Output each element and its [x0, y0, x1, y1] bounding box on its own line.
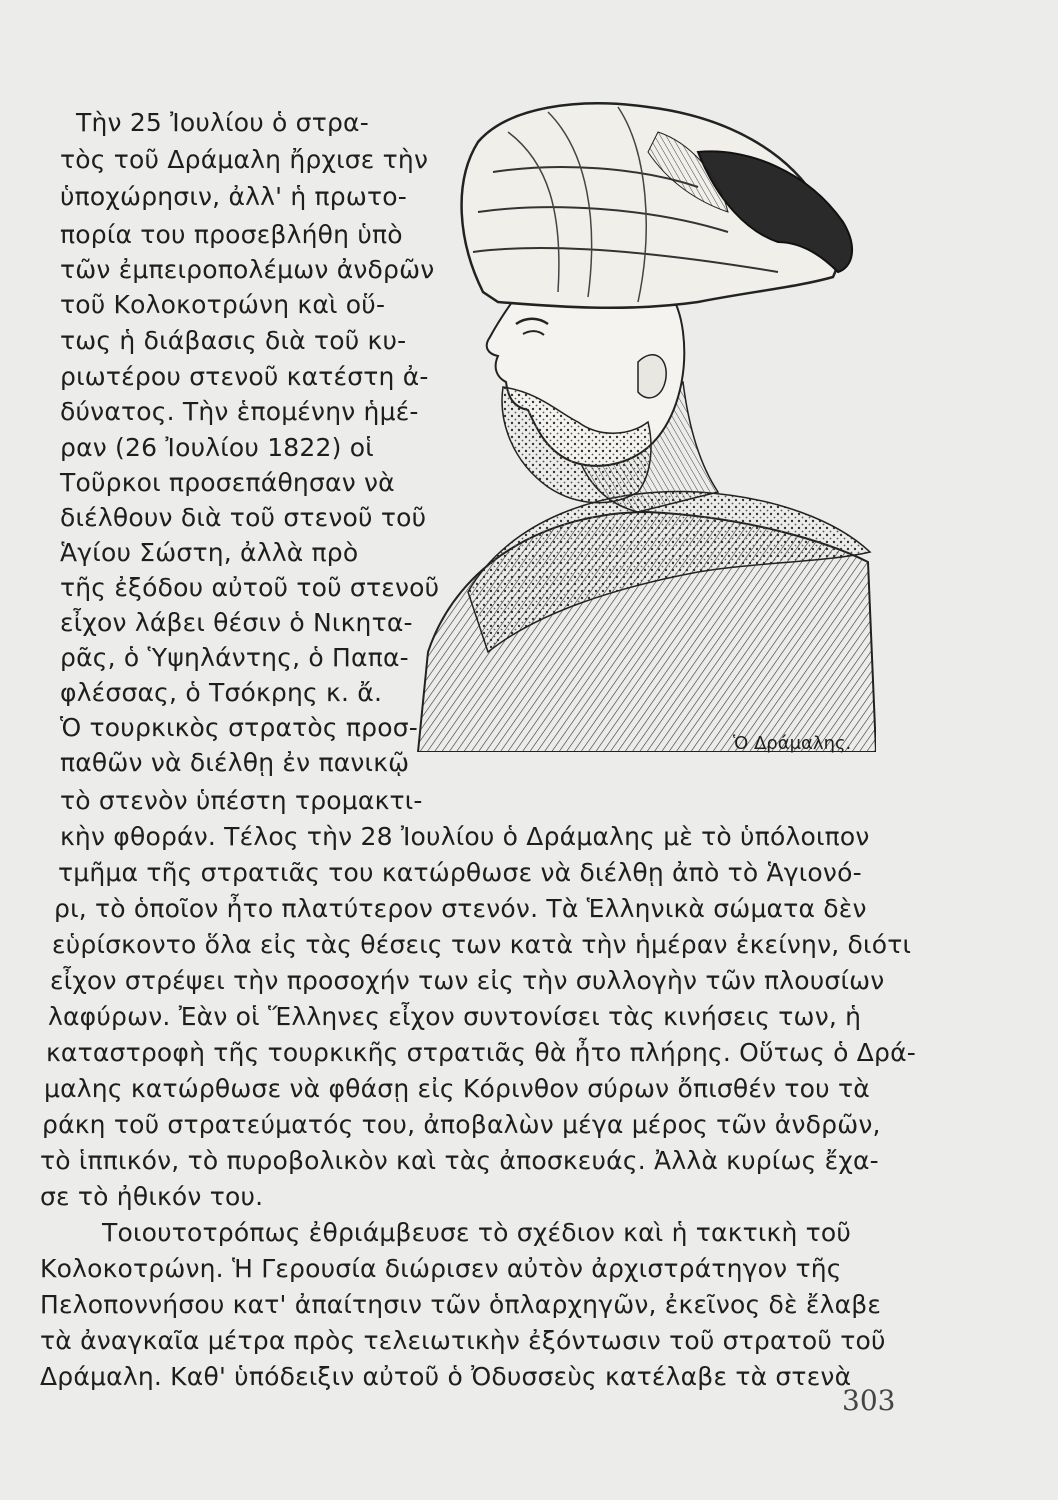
portrait-illustration [398, 92, 876, 752]
text-line: φλέσσας, ὁ Τσόκρης κ. ἄ. [60, 678, 383, 707]
text-line: λαφύρων. Ἐὰν οἱ Ἕλληνες εἶχον συντονίσει τὰς κινήσεις των, ἡ [48, 1002, 862, 1031]
text-line: ραν (26 Ἰουλίου 1822) οἱ [60, 433, 374, 462]
text-line: διέλθουν διὰ τοῦ στενοῦ τοῦ [60, 503, 427, 532]
text-line: τοῦ Κολοκοτρώνη καὶ οὕ- [60, 290, 386, 319]
text-line: Τοιουτοτρόπως ἐθριάμβευσε τὸ σχέδιον καὶ ἡ τακτικὴ τοῦ [102, 1218, 852, 1247]
text-line: Δράμαλη. Καθ' ὑπόδειξιν αὐτοῦ ὁ Ὀδυσσεὺς κατέλαβε τὰ στενὰ [40, 1362, 852, 1391]
text-line: παθῶν νὰ διέλθῃ ἐν πανικῷ [60, 748, 410, 777]
text-line: τὸ στενὸν ὑπέστη τρομακτι- [60, 786, 423, 815]
text-line: ριωτέρου στενοῦ κατέστη ἀ- [60, 362, 429, 391]
text-line: τμῆμα τῆς στρατιᾶς του κατώρθωσε νὰ διέλθῃ ἀπὸ τὸ Ἁγιονό- [58, 858, 862, 887]
page-number: 303 [842, 1384, 896, 1417]
text-line: ρι, τὸ ὁποῖον ἦτο πλατύτερον στενόν. Τὰ Ἑλληνικὰ σώματα δὲν [54, 894, 867, 923]
text-line: καταστροφὴ τῆς τουρκικῆς στρατιᾶς θὰ ἦτο πλήρης. Οὕτως ὁ Δρά- [46, 1038, 917, 1067]
text-line: ρᾶς, ὁ Ὑψηλάντης, ὁ Παπα- [60, 643, 409, 672]
text-line: τὰ ἀναγκαῖα μέτρα πρὸς τελειωτικὴν ἐξόντωσιν τοῦ στρατοῦ τοῦ [40, 1326, 886, 1355]
text-line: τως ἡ διάβασις διὰ τοῦ κυ- [60, 326, 407, 355]
text-line: τῆς ἐξόδου αὐτοῦ τοῦ στενοῦ [60, 573, 440, 602]
text-line: πορία του προσεβλήθη ὑπὸ [60, 220, 403, 249]
text-line: Πελοποννήσου κατ' ἀπαίτησιν τῶν ὁπλαρχηγῶν, ἐκεῖνος δὲ ἔλαβε [40, 1290, 882, 1319]
text-line: σε τὸ ἠθικόν του. [40, 1182, 264, 1211]
text-line: Κολοκοτρώνη. Ἡ Γερουσία διώρισεν αὐτὸν ἀρχιστράτηγον τῆς [40, 1254, 842, 1283]
text-line: ράκη τοῦ στρατεύματός του, ἀποβαλὼν μέγα μέρος τῶν ἀνδρῶν, [42, 1110, 881, 1139]
text-line: τῶν ἐμπειροπολέμων ἀνδρῶν [60, 255, 435, 284]
text-line: εἶχον λάβει θέσιν ὁ Νικητα- [60, 608, 413, 637]
text-line: Ὁ τουρκικὸς στρατὸς προσ- [60, 713, 418, 742]
text-line: Τὴν 25 Ἰουλίου ὁ στρα- [76, 108, 369, 137]
text-line: τὸς τοῦ Δράμαλη ἤρχισε τὴν [60, 145, 429, 174]
text-line: εἶχον στρέψει τὴν προσοχήν των εἰς τὴν συλλογὴν τῶν πλουσίων [50, 966, 885, 995]
text-line: δύνατος. Τὴν ἑπομένην ἡμέ- [60, 397, 419, 426]
text-line: κὴν φθοράν. Τέλος τὴν 28 Ἰουλίου ὁ Δράμαλης μὲ τὸ ὑπόλοιπον [60, 822, 870, 851]
text-line: Ἁγίου Σώστη, ἀλλὰ πρὸ [60, 538, 359, 567]
text-line: ὑποχώρησιν, ἀλλ' ἡ πρωτο- [60, 182, 407, 211]
figure-caption: Ὁ Δράμαλης. [733, 733, 852, 754]
text-line: Τοῦρκοι προσεπάθησαν νὰ [60, 468, 395, 497]
text-line: μαλης κατώρθωσε νὰ φθάσῃ εἰς Κόρινθον σύρων ὄπισθέν του τὰ [44, 1074, 870, 1103]
text-line: εὑρίσκοντο ὅλα εἰς τὰς θέσεις των κατὰ τὴν ἡμέραν ἐκείνην, διότι [52, 930, 912, 959]
text-line: τὸ ἱππικόν, τὸ πυροβολικὸν καὶ τὰς ἀποσκευάς. Ἀλλὰ κυρίως ἔχα- [40, 1146, 879, 1175]
